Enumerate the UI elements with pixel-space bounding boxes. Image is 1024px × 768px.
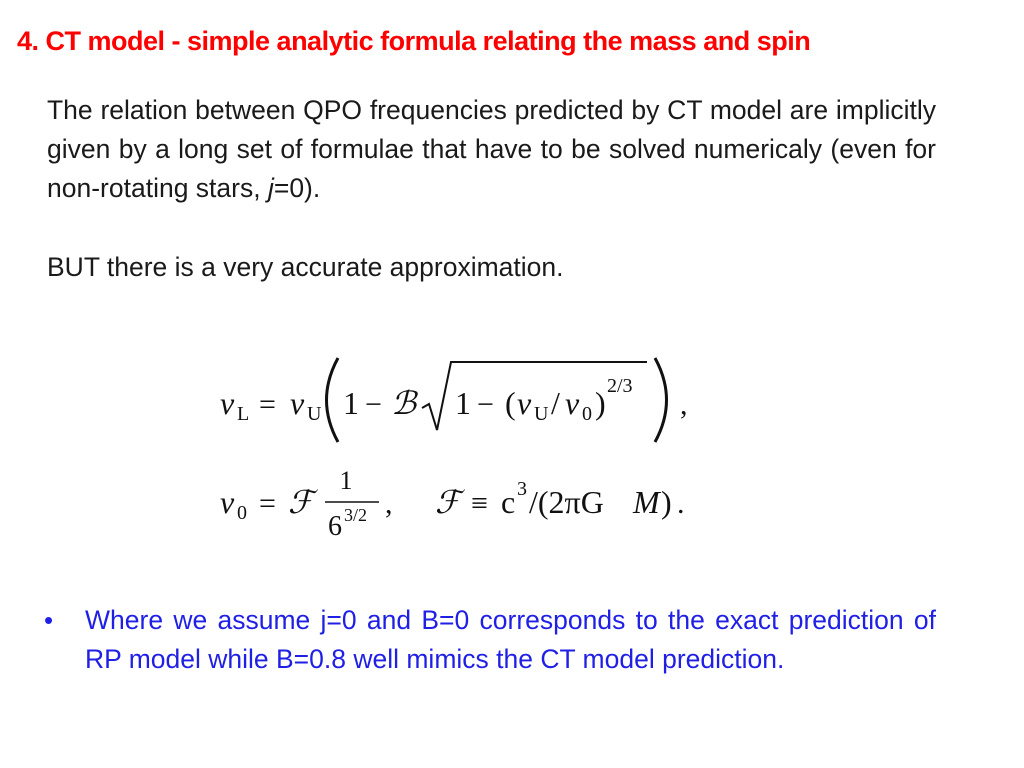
formula1-nu-sub: U (307, 403, 322, 425)
formula2-equiv: ≡ (471, 487, 488, 520)
approximation-paragraph: BUT there is a very accurate approximation. (47, 252, 564, 282)
formula2-c: c (501, 484, 516, 520)
formula1-comma: , (680, 388, 688, 421)
formula1-b: ℬ (391, 385, 417, 421)
formula2-numerator: 1 (339, 466, 353, 495)
formula2-c-exponent: 3 (517, 478, 527, 500)
formula1-one: 1 (343, 385, 359, 421)
formula2-m: M (633, 484, 660, 520)
intro-var-j: j (267, 173, 274, 203)
formula1-right-paren (655, 358, 667, 442)
formula2-f2: ℱ (435, 484, 461, 520)
formula2-period: . (677, 487, 685, 520)
bullet-dot-icon: • (44, 605, 54, 635)
formula1-inner-minus: − (477, 388, 494, 421)
formula1-nu: ν (290, 385, 305, 421)
formula2-rhs: /(2πG (529, 484, 604, 520)
formula1-den-nu: ν (565, 385, 580, 421)
formula2-lhs-sub: 0 (237, 502, 247, 524)
formula1-num-sub: U (534, 403, 549, 425)
formula2-close: ) (661, 484, 672, 520)
formula1-den-sub: 0 (582, 403, 592, 425)
formula2-comma: , (385, 487, 393, 520)
formula-nu-lower (215, 350, 705, 450)
formula2-equals: = (259, 487, 276, 520)
formula1-equals: = (259, 388, 276, 421)
intro-paragraph (47, 91, 936, 208)
formula1-num-nu: ν (517, 385, 532, 421)
formula2-den-exponent: 3/2 (344, 505, 368, 525)
formula2-denominator: 6 (328, 511, 342, 542)
intro-text-before: The relation between QPO frequencies predicted by CT model are implicitly given by a long set of formulae that have to be solved numericaly (even for non-rotating stars, (47, 95, 936, 203)
formula2-lhs-nu: ν (220, 484, 235, 520)
formula1-slash: / (551, 385, 560, 421)
formula1-open-paren: ( (505, 385, 516, 421)
formula1-minus: − (365, 388, 382, 421)
formula1-close-paren: ) (595, 385, 606, 421)
formula1-left-paren (327, 358, 339, 442)
intro-text-after: =0). (273, 173, 321, 203)
bullet-text: Where we assume j=0 and B=0 corresponds to the exact prediction of RP model while B=0.8 well mimics the CT model prediction. (85, 605, 936, 674)
slide-title: 4. CT model - simple analytic formula relating the mass and spin (17, 26, 811, 56)
formula1-lhs-nu: ν (220, 385, 235, 421)
formula2-f: ℱ (288, 484, 314, 520)
formula-nu-zero (215, 465, 705, 545)
formula1-exponent: 2/3 (607, 375, 633, 397)
formula1-lhs-sub: L (237, 403, 250, 425)
formula1-inner-one: 1 (455, 385, 471, 421)
